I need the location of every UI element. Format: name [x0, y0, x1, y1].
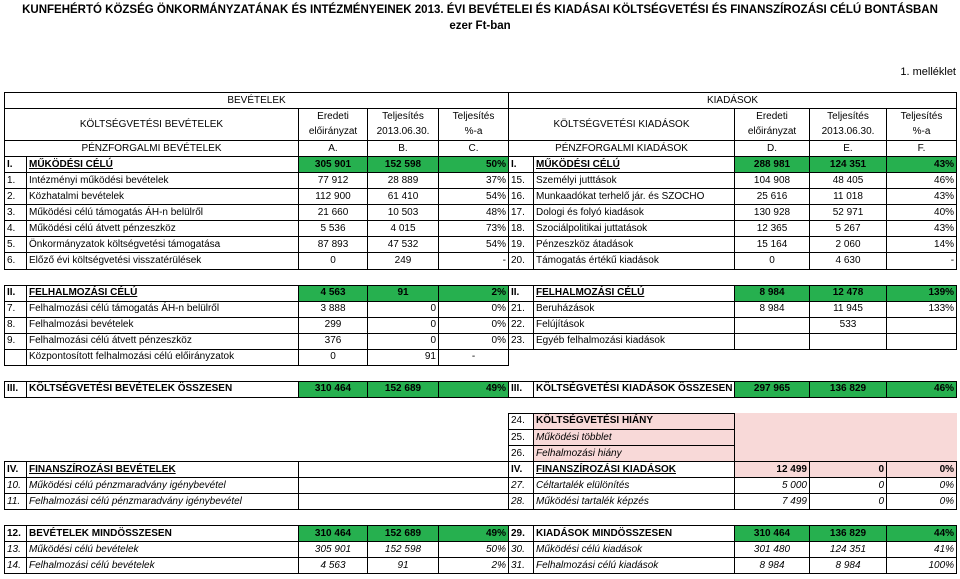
expenses-group-header: KIADÁSOK — [509, 93, 957, 109]
row-number: I. — [5, 157, 27, 173]
row-label: FINANSZÍROZÁSI KIADÁSOK — [534, 462, 735, 478]
exp-pct-header-2: %-a — [887, 125, 957, 141]
spacer-row — [5, 510, 957, 526]
row-label: BEVÉTELEK MINDÖSSZESEN — [27, 526, 299, 542]
percent-value: 0% — [887, 494, 957, 510]
row-label: Intézményi működési bevételek — [27, 173, 299, 189]
actual-value: 11 945 — [810, 301, 887, 317]
row-label: Felhalmozási célú átvett pénzeszköz — [27, 333, 299, 349]
rev-actual-header: Teljesítés — [368, 109, 439, 125]
row-number: 12. — [5, 526, 27, 542]
row-label: Támogatás értékű kiadások — [534, 253, 735, 269]
actual-value: 249 — [368, 253, 439, 269]
actual-value: 0 — [810, 462, 887, 478]
table-row — [5, 349, 957, 365]
table-row — [5, 478, 957, 494]
actual-value: 11 018 — [810, 189, 887, 205]
row-number — [5, 349, 27, 365]
percent-value: 0% — [887, 462, 957, 478]
financial-expenses-header: PÉNZFORGALMI KIADÁSOK — [509, 141, 735, 157]
percent-value — [887, 317, 957, 333]
percent-value: 2% — [439, 558, 509, 574]
table-row — [5, 221, 957, 237]
actual-value: 152 598 — [368, 157, 439, 173]
planned-value: 301 480 — [735, 542, 810, 558]
row-number: I. — [509, 157, 534, 173]
empty-cell — [299, 478, 509, 494]
row-label: Felújítások — [534, 317, 735, 333]
row-number: 7. — [5, 301, 27, 317]
row-number: II. — [5, 285, 27, 301]
actual-value: 91 — [368, 558, 439, 574]
row-number: 16. — [509, 189, 534, 205]
empty-cell — [735, 446, 957, 462]
col-letter-b: B. — [368, 141, 439, 157]
percent-value: 14% — [887, 237, 957, 253]
table-row — [5, 526, 957, 542]
col-letter-f: F. — [887, 141, 957, 157]
row-number: 15. — [509, 173, 534, 189]
row-number: 18. — [509, 221, 534, 237]
exp-planned-header: Eredeti — [735, 109, 810, 125]
actual-value: 136 829 — [810, 526, 887, 542]
empty-cell — [5, 413, 509, 429]
percent-value: 41% — [887, 542, 957, 558]
row-label: KÖLTSÉGVETÉSI HIÁNY — [534, 413, 735, 429]
spacer-row — [5, 397, 957, 413]
planned-value: 8 984 — [735, 558, 810, 574]
actual-value: 91 — [368, 285, 439, 301]
planned-value: 12 499 — [735, 462, 810, 478]
row-number: 2. — [5, 189, 27, 205]
row-label: Felhalmozási hiány — [534, 446, 735, 462]
row-label: Előző évi költségvetési visszatérülések — [27, 253, 299, 269]
percent-value: 0% — [439, 317, 509, 333]
actual-value: 0 — [810, 494, 887, 510]
row-label: Működési célú bevételek — [27, 542, 299, 558]
planned-value: 112 900 — [299, 189, 368, 205]
row-number: 14. — [5, 558, 27, 574]
table-row — [5, 381, 957, 397]
rev-actual-header-2: 2013.06.30. — [368, 125, 439, 141]
planned-value: 77 912 — [299, 173, 368, 189]
planned-value: 5 536 — [299, 221, 368, 237]
row-label: Pénzeszköz átadások — [534, 237, 735, 253]
column-header-row-1 — [5, 109, 957, 125]
table-row — [5, 285, 957, 301]
planned-value: 21 660 — [299, 205, 368, 221]
actual-value: 0 — [368, 333, 439, 349]
budget-expenses-header: KÖLTSÉGVETÉSI KIADÁSOK — [509, 109, 735, 141]
planned-value: 310 464 — [299, 526, 368, 542]
row-label: MŰKÖDÉSI CÉLÚ — [27, 157, 299, 173]
empty-cell — [5, 446, 509, 462]
row-number: 11. — [5, 494, 27, 510]
percent-value: 50% — [439, 542, 509, 558]
row-label: Működési célú támogatás ÁH-n belülről — [27, 205, 299, 221]
actual-value: 61 410 — [368, 189, 439, 205]
actual-value: 12 478 — [810, 285, 887, 301]
actual-value: 4 015 — [368, 221, 439, 237]
row-label: Közhatalmi bevételek — [27, 189, 299, 205]
table-row — [5, 462, 957, 478]
row-label: KÖLTSÉGVETÉSI KIADÁSOK ÖSSZESEN — [534, 381, 735, 397]
rev-pct-header-2: %-a — [439, 125, 509, 141]
rev-planned-header-2: előirányzat — [299, 125, 368, 141]
financial-revenues-header: PÉNZFORGALMI BEVÉTELEK — [5, 141, 299, 157]
percent-value: 139% — [887, 285, 957, 301]
percent-value: 43% — [887, 189, 957, 205]
table-row — [5, 446, 957, 462]
planned-value: 4 563 — [299, 558, 368, 574]
col-letter-a: A. — [299, 141, 368, 157]
planned-value: 87 893 — [299, 237, 368, 253]
planned-value: 0 — [735, 253, 810, 269]
row-number: 30. — [509, 542, 534, 558]
planned-value — [735, 333, 810, 349]
table-row — [5, 157, 957, 173]
row-number: 9. — [5, 333, 27, 349]
row-number: III. — [509, 381, 534, 397]
planned-value: 376 — [299, 333, 368, 349]
row-label: Működési célú pénzmaradvány igénybevétel — [27, 478, 299, 494]
row-number: 23. — [509, 333, 534, 349]
row-number: 8. — [5, 317, 27, 333]
exp-pct-header: Teljesítés — [887, 109, 957, 125]
table-row — [5, 413, 957, 429]
spacer-row — [5, 365, 957, 381]
planned-value: 4 563 — [299, 285, 368, 301]
table-row — [5, 205, 957, 221]
row-number: 24. — [509, 413, 534, 429]
percent-value: 46% — [887, 173, 957, 189]
actual-value: 91 — [368, 349, 439, 365]
annex-label: 1. melléklet — [900, 66, 956, 78]
column-letter-row — [5, 141, 957, 157]
rev-planned-header: Eredeti — [299, 109, 368, 125]
percent-value: 2% — [439, 285, 509, 301]
actual-value: 48 405 — [810, 173, 887, 189]
row-label: Felhalmozási célú támogatás ÁH-n belülről — [27, 301, 299, 317]
actual-value: 4 630 — [810, 253, 887, 269]
row-label: Munkaadókat terhelő jár. és SZOCHO — [534, 189, 735, 205]
row-number: 5. — [5, 237, 27, 253]
percent-value: 43% — [887, 157, 957, 173]
percent-value: 100% — [887, 558, 957, 574]
planned-value: 25 616 — [735, 189, 810, 205]
row-number: 19. — [509, 237, 534, 253]
table-row — [5, 301, 957, 317]
percent-value: 0% — [439, 333, 509, 349]
spacer-row — [5, 269, 957, 285]
table-row — [5, 333, 957, 349]
row-label: KÖLTSÉGVETÉSI BEVÉTELEK ÖSSZESEN — [27, 381, 299, 397]
actual-value: 533 — [810, 317, 887, 333]
row-number: 3. — [5, 205, 27, 221]
budget-table — [4, 92, 957, 574]
row-number: IV. — [5, 462, 27, 478]
row-label: KIADÁSOK MINDÖSSZESEN — [534, 526, 735, 542]
percent-value: 46% — [887, 381, 957, 397]
table-row — [5, 189, 957, 205]
planned-value — [735, 317, 810, 333]
row-number: 31. — [509, 558, 534, 574]
row-number: IV. — [509, 462, 534, 478]
row-label: Személyi jutttások — [534, 173, 735, 189]
actual-value: 124 351 — [810, 542, 887, 558]
table-row — [5, 494, 957, 510]
planned-value: 297 965 — [735, 381, 810, 397]
actual-value: 152 689 — [368, 381, 439, 397]
planned-value: 0 — [299, 253, 368, 269]
planned-value: 104 908 — [735, 173, 810, 189]
percent-value: 49% — [439, 526, 509, 542]
row-label: Működési tartalék képzés — [534, 494, 735, 510]
row-label: MŰKÖDÉSI CÉLÚ — [534, 157, 735, 173]
col-letter-c: C. — [439, 141, 509, 157]
empty-cell — [735, 413, 957, 429]
row-label: Dologi és folyó kiadások — [534, 205, 735, 221]
row-number: 27. — [509, 478, 534, 494]
exp-actual-header: Teljesítés — [810, 109, 887, 125]
percent-value: 54% — [439, 189, 509, 205]
row-number: 1. — [5, 173, 27, 189]
percent-value: 73% — [439, 221, 509, 237]
actual-value: 5 267 — [810, 221, 887, 237]
actual-value: 2 060 — [810, 237, 887, 253]
report-unit: ezer Ft-ban — [449, 20, 511, 32]
empty-cell — [299, 494, 509, 510]
row-number: 13. — [5, 542, 27, 558]
table-row — [5, 429, 957, 445]
row-label: Egyéb felhalmozási kiadások — [534, 333, 735, 349]
planned-value: 299 — [299, 317, 368, 333]
row-number: 4. — [5, 221, 27, 237]
percent-value: - — [887, 253, 957, 269]
percent-value: 49% — [439, 381, 509, 397]
planned-value: 288 981 — [735, 157, 810, 173]
percent-value: 133% — [887, 301, 957, 317]
group-header-row — [5, 93, 957, 109]
row-label: Felhalmozási célú pénzmaradvány igénybevétel — [27, 494, 299, 510]
actual-value: 0 — [368, 301, 439, 317]
empty-cell — [299, 462, 509, 478]
row-number: 28. — [509, 494, 534, 510]
row-label: FELHALMOZÁSI CÉLÚ — [27, 285, 299, 301]
row-label: Beruházások — [534, 301, 735, 317]
percent-value: 54% — [439, 237, 509, 253]
row-label: Működési célú átvett pénzeszköz — [27, 221, 299, 237]
row-number: II. — [509, 285, 534, 301]
percent-value: 50% — [439, 157, 509, 173]
actual-value: 152 689 — [368, 526, 439, 542]
row-label: Működési célú kiadások — [534, 542, 735, 558]
actual-value: 8 984 — [810, 558, 887, 574]
row-number: 29. — [509, 526, 534, 542]
planned-value: 7 499 — [735, 494, 810, 510]
empty-cell — [735, 429, 957, 445]
actual-value: 28 889 — [368, 173, 439, 189]
table-row — [5, 173, 957, 189]
actual-value: 52 971 — [810, 205, 887, 221]
planned-value: 12 365 — [735, 221, 810, 237]
planned-value: 8 984 — [735, 301, 810, 317]
planned-value: 310 464 — [735, 526, 810, 542]
percent-value: 40% — [887, 205, 957, 221]
planned-value: 0 — [299, 349, 368, 365]
planned-value: 310 464 — [299, 381, 368, 397]
row-number: 22. — [509, 317, 534, 333]
table-row — [5, 558, 957, 574]
actual-value: 152 598 — [368, 542, 439, 558]
planned-value: 305 901 — [299, 542, 368, 558]
percent-value — [887, 333, 957, 349]
actual-value: 0 — [810, 478, 887, 494]
actual-value: 47 532 — [368, 237, 439, 253]
table-row — [5, 317, 957, 333]
row-number: 26. — [509, 446, 534, 462]
budget-revenues-header: KÖLTSÉGVETÉSI BEVÉTELEK — [5, 109, 299, 141]
actual-value: 124 351 — [810, 157, 887, 173]
planned-value: 305 901 — [299, 157, 368, 173]
row-label: Központosított felhalmozási célú előirányzatok — [27, 349, 299, 365]
percent-value: 0% — [439, 301, 509, 317]
planned-value: 15 164 — [735, 237, 810, 253]
col-letter-d: D. — [735, 141, 810, 157]
percent-value: 37% — [439, 173, 509, 189]
row-number: 6. — [5, 253, 27, 269]
row-label: FINANSZÍROZÁSI BEVÉTELEK — [27, 462, 299, 478]
empty-cell — [5, 429, 509, 445]
revenues-group-header: BEVÉTELEK — [5, 93, 509, 109]
actual-value: 0 — [368, 317, 439, 333]
planned-value: 5 000 — [735, 478, 810, 494]
exp-planned-header-2: előirányzat — [735, 125, 810, 141]
percent-value: 43% — [887, 221, 957, 237]
row-number: 20. — [509, 253, 534, 269]
row-number: 10. — [5, 478, 27, 494]
percent-value: 44% — [887, 526, 957, 542]
actual-value: 10 503 — [368, 205, 439, 221]
row-label: Működési többlet — [534, 429, 735, 445]
planned-value: 130 928 — [735, 205, 810, 221]
planned-value: 3 888 — [299, 301, 368, 317]
row-label: Felhalmozási célú kiadások — [534, 558, 735, 574]
table-row — [5, 237, 957, 253]
row-number: 21. — [509, 301, 534, 317]
row-label: Felhalmozási célú bevételek — [27, 558, 299, 574]
table-row — [5, 253, 957, 269]
row-label: Szociálpolitikai juttatások — [534, 221, 735, 237]
row-number: 25. — [509, 429, 534, 445]
empty-cell — [509, 349, 957, 365]
percent-value: 48% — [439, 205, 509, 221]
col-letter-e: E. — [810, 141, 887, 157]
exp-actual-header-2: 2013.06.30. — [810, 125, 887, 141]
actual-value — [810, 333, 887, 349]
percent-value: - — [439, 253, 509, 269]
row-label: Önkormányzatok költségvetési támogatása — [27, 237, 299, 253]
row-label: FELHALMOZÁSI CÉLÚ — [534, 285, 735, 301]
percent-value: 0% — [887, 478, 957, 494]
report-title: KUNFEHÉRTÓ KÖZSÉG ÖNKORMÁNYZATÁNAK ÉS INTÉZMÉNYEINEK 2013. ÉVI BEVÉTELEI ÉS KIADÁSAI KÖLTSÉGVETÉSI ÉS FINANSZÍROZÁSI CÉLÚ BONTÁSBAN — [22, 4, 938, 16]
row-label: Céltartalék elülönítés — [534, 478, 735, 494]
percent-value: - — [439, 349, 509, 365]
row-number: 17. — [509, 205, 534, 221]
actual-value: 136 829 — [810, 381, 887, 397]
rev-pct-header: Teljesítés — [439, 109, 509, 125]
planned-value: 8 984 — [735, 285, 810, 301]
table-row — [5, 542, 957, 558]
row-number: III. — [5, 381, 27, 397]
row-label: Felhalmozási bevételek — [27, 317, 299, 333]
